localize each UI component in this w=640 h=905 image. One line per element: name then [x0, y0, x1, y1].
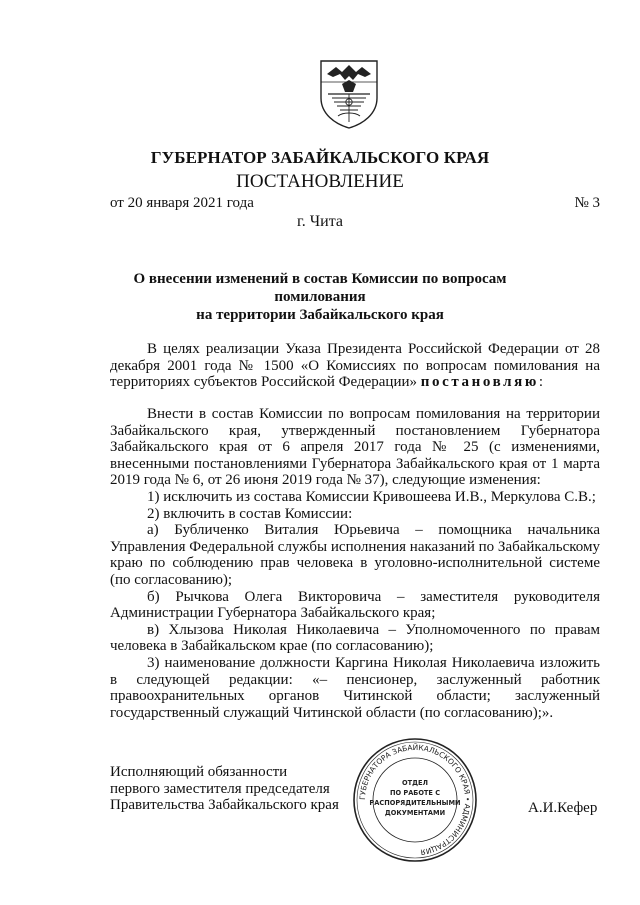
signatory-name: А.И.Кефер — [528, 800, 598, 816]
stamp-center-2: ПО РАБОТЕ С — [389, 789, 441, 797]
preamble-text: В целях реализации Указа Президента Российской Федерации от 28 декабря 2001 года № 1500 «О Комиссиях по вопросам помилования на территориях субъектов Российской Федерации» — [110, 341, 600, 391]
preamble-block — [110, 341, 600, 391]
document-number: № 3 — [574, 195, 600, 211]
signatory-line-3: Правительства Забайкальского края — [110, 797, 339, 814]
main-body — [110, 406, 600, 721]
preamble-paragraph — [110, 341, 600, 391]
stamp-center-4: ДОКУМЕНТАМИ — [384, 809, 446, 817]
item-2b: б) Рычкова Олега Викторовича – заместителя руководителя Администрации Губернатора Забайкальского края; — [110, 588, 600, 622]
document-city: г. Чита — [296, 213, 343, 230]
signatory-line-1: Исполняющий обязанности — [110, 764, 288, 780]
decree-colon: : — [538, 374, 544, 391]
document-type: ПОСТАНОВЛЕНИЕ — [236, 171, 404, 192]
document-title — [100, 270, 540, 324]
item-3: 3) наименование должности Каргина Николая Николаевича изложить в следующей редакции: «– пенсионер, заслуженный работник правоохранительных органов Читинской области; заслуженный государственный служащий Читинской области (по согласованию);». — [110, 654, 600, 721]
stamp-ring-text: ГУБЕРНАТОРА ЗАБАЙКАЛЬСКОГО КРАЯ • АДМИНИСТРАЦИЯ — [357, 742, 473, 857]
official-stamp — [352, 737, 478, 863]
signatory-line-2: первого заместителя председателя — [110, 780, 330, 797]
signatory-position — [110, 764, 339, 814]
paragraph-main: Внести в состав Комиссии по вопросам помилования на территории Забайкальского края, утвержденный постановлением Губернатора Забайкальского края от 6 апреля 2017 года № 25 (с изменениями, внесенными постановлениями Губернатора Забайкальского края от 1 марта 2019 года № 6, от 26 июня 2019 года № 37), следующие изменения: — [110, 406, 600, 489]
issuer-heading: ГУБЕРНАТОР ЗАБАЙКАЛЬСКОГО КРАЯ — [150, 148, 490, 167]
document-date: от 20 января 2021 года — [110, 195, 254, 211]
item-1: 1) исключить из состава Комиссии Кривошеева И.В., Меркулова С.В.; — [147, 488, 596, 505]
title-line-1: О внесении изменений в состав Комиссии по вопросам помилования — [133, 271, 507, 305]
title-line-2: на территории Забайкальского края — [196, 307, 444, 323]
stamp-center-1: ОТДЕЛ — [402, 779, 428, 787]
item-2v: в) Хлызова Николая Николаевича – Уполномоченного по правам человека в Забайкальском крае (по согласованию); — [110, 621, 600, 655]
stamp-center-3: РАСПОРЯДИТЕЛЬНЫМИ — [369, 799, 461, 807]
decree-word: постановляю — [420, 374, 539, 391]
item-2a: а) Бубличенко Виталия Юрьевича – помощника начальника Управления Федеральной службы исполнения наказаний по Забайкальскому краю по соблюдению прав человека в уголовно-исполнительной системе (по согласованию); — [110, 522, 600, 588]
coat-of-arms-emblem — [318, 58, 380, 130]
item-2: 2) включить в состав Комиссии: — [147, 505, 353, 522]
